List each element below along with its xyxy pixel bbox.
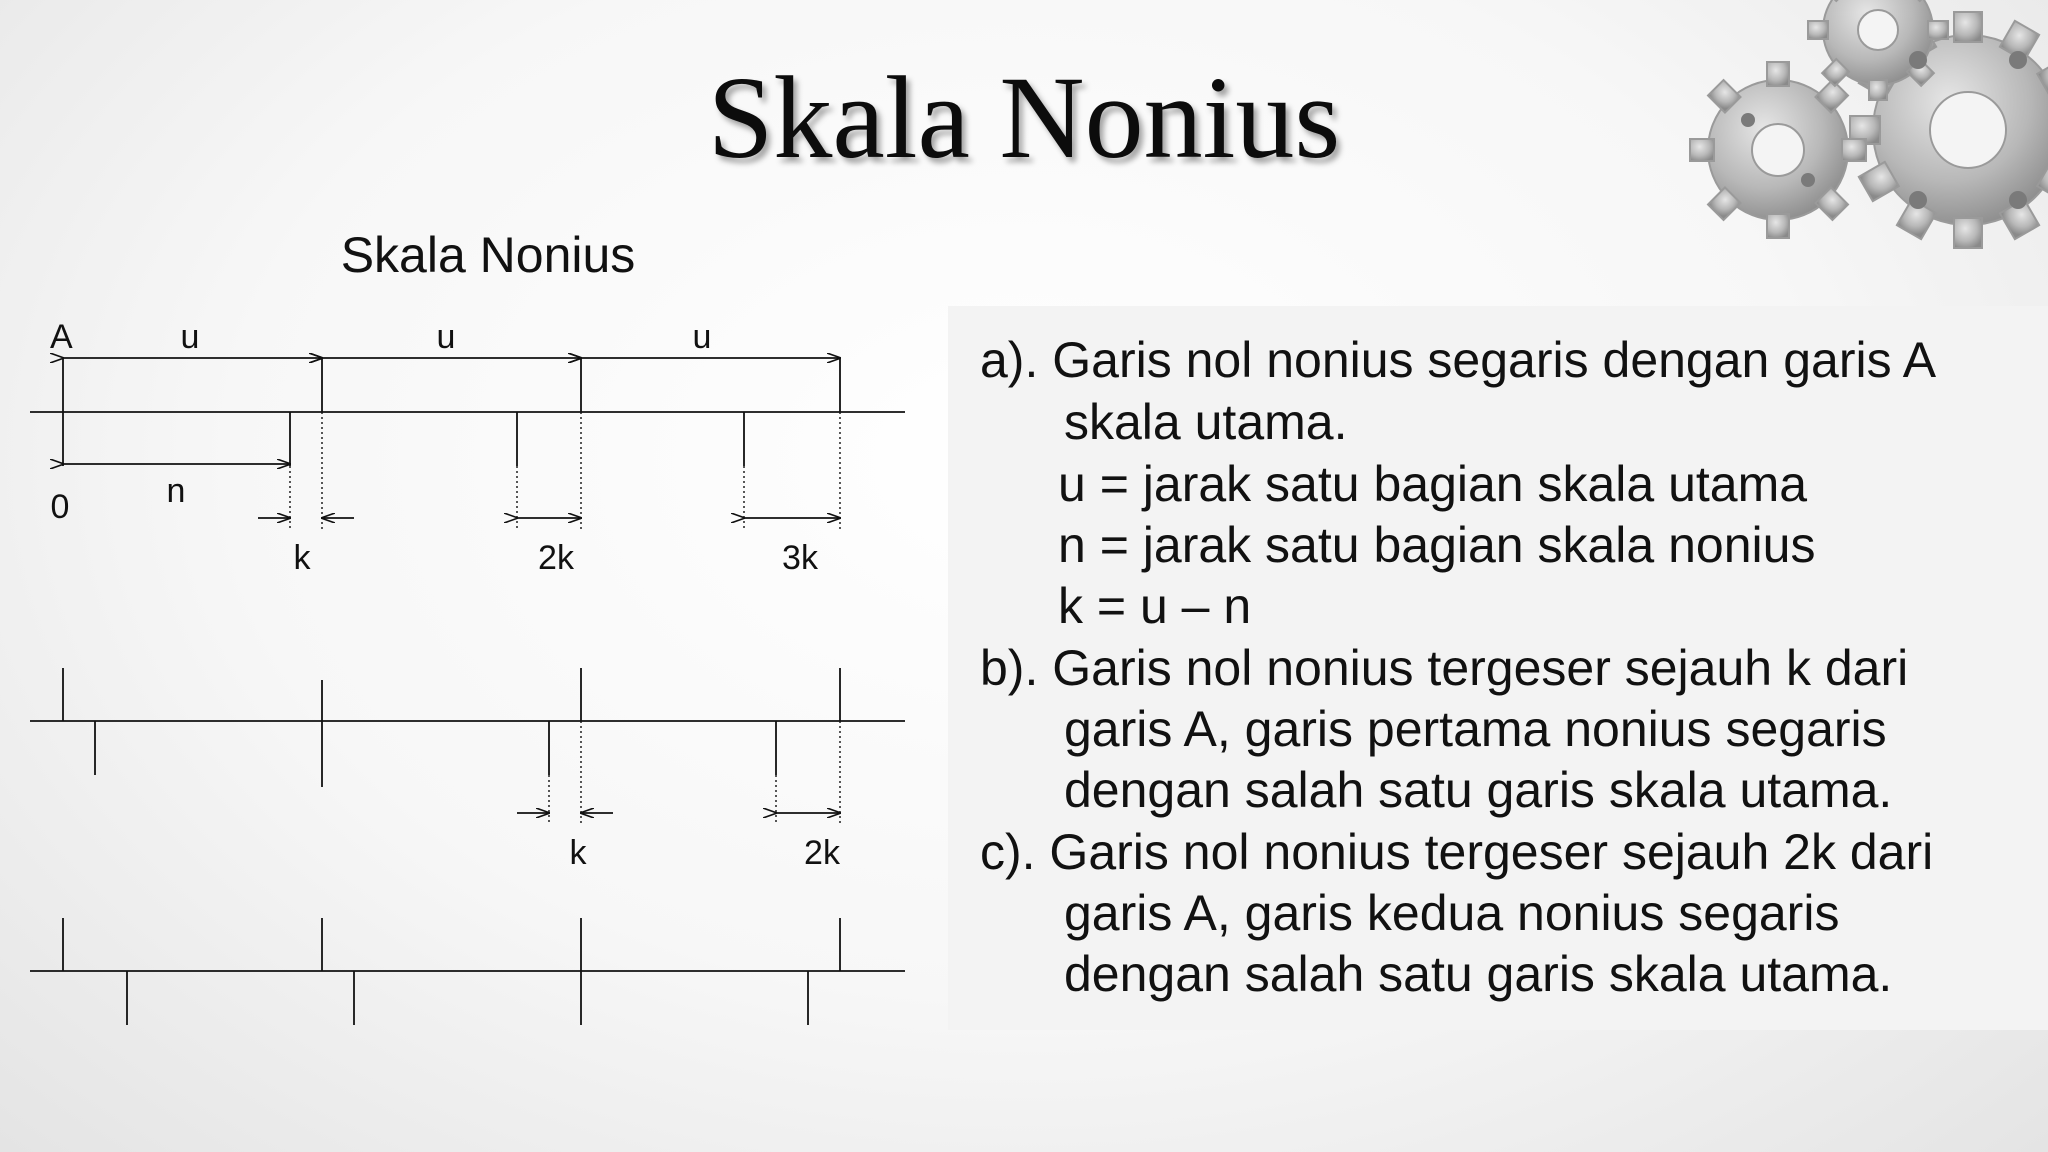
label-u-3: u (692, 318, 712, 356)
explanation-line-b-cont-2: dengan salah satu garis skala utama. (1064, 762, 1893, 818)
explanation-line-n-def: n = jarak satu bagian skala nonius (1058, 517, 1816, 573)
explanation-line-b: b). Garis nol nonius tergeser sejauh k dari (980, 640, 1909, 696)
explanation-line-k-def: k = u – n (1058, 578, 1252, 634)
explanation-panel (948, 306, 2048, 1030)
label-two-k-b: 2k (804, 834, 840, 872)
diagram-subtitle: Skala Nonius (340, 230, 636, 283)
label-n: n (166, 472, 186, 510)
explanation-line-c: c). Garis nol nonius tergeser sejauh 2k dari (980, 824, 1934, 880)
label-k-b: k (569, 834, 587, 872)
explanation-line-c-cont-1: garis A, garis kedua nonius segaris (1064, 885, 1840, 941)
gears-decoration (1668, 0, 2048, 300)
label-three-k-a: 3k (782, 539, 818, 577)
vernier-diagram (0, 230, 930, 1050)
label-A: A (50, 318, 73, 356)
explanation-line-b-cont-1: garis A, garis pertama nonius segaris (1064, 701, 1887, 757)
explanation-line-c-cont-2: dengan salah satu garis skala utama. (1064, 946, 1893, 1002)
label-k-a: k (293, 539, 311, 577)
explanation-line-u-def: u = jarak satu bagian skala utama (1058, 456, 1808, 512)
slide-title: Skala Nonius (707, 52, 1341, 183)
label-zero: 0 (50, 488, 70, 526)
explanation-line-a-cont: skala utama. (1064, 394, 1348, 450)
label-u-2: u (436, 318, 456, 356)
label-two-k-a: 2k (538, 539, 574, 577)
label-u-1: u (180, 318, 200, 356)
explanation-line-a: a). Garis nol nonius segaris dengan garis A (980, 332, 1937, 388)
